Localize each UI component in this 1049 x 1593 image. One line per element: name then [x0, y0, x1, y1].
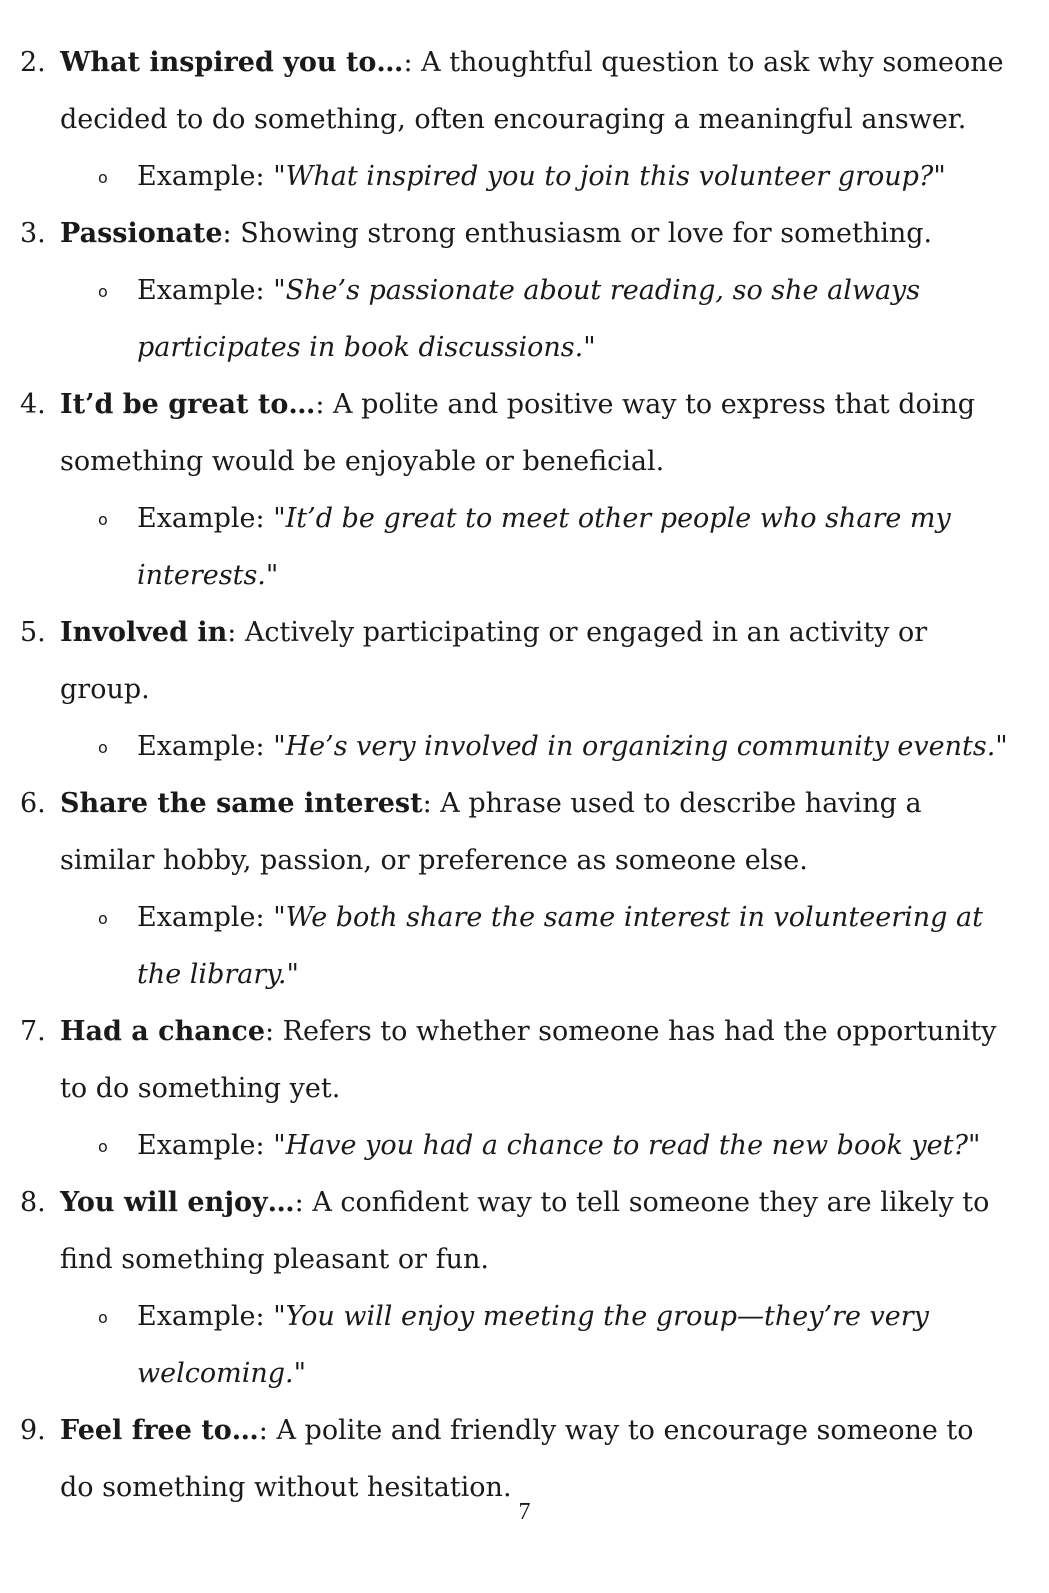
list-item [0, 775, 1049, 889]
example-text: "Have you had a chance to read the new book yet?" [273, 1130, 981, 1161]
item-number: 5. [20, 617, 46, 648]
example-item [0, 889, 1049, 1003]
item-definition: : A thoughtful question to ask why someone decided to do something, often encouraging a meaningful answer. [60, 47, 1004, 135]
item-term: What inspired you to… [60, 47, 404, 78]
list-item [0, 205, 1049, 262]
item-term: Passionate [60, 218, 223, 249]
item-number: 6. [20, 788, 46, 819]
item-number: 8. [20, 1187, 46, 1218]
example-label: Example: [137, 731, 274, 762]
example-text: "We both share the same interest in volunteering at the library." [137, 902, 983, 990]
item-term: Feel free to… [60, 1415, 259, 1446]
example-item [0, 1288, 1049, 1402]
item-definition: : A polite and positive way to express that doing something would be enjoyable or beneficial. [60, 389, 976, 477]
example-label: Example: [137, 1301, 274, 1332]
example-label: Example: [137, 161, 274, 192]
item-term: It’d be great to… [60, 389, 316, 420]
bullet-icon: o [98, 1308, 108, 1327]
item-number: 3. [20, 218, 46, 249]
bullet-icon: o [98, 282, 108, 301]
bullet-icon: o [98, 510, 108, 529]
item-term: Involved in [60, 617, 228, 648]
item-number: 2. [20, 47, 46, 78]
item-term: Share the same interest [60, 788, 423, 819]
item-definition: : Actively participating or engaged in an activity or group. [60, 617, 928, 705]
example-text: "He’s very involved in organizing community events." [273, 731, 1008, 762]
list-item [0, 1174, 1049, 1288]
list-item [0, 376, 1049, 490]
item-term: You will enjoy… [60, 1187, 295, 1218]
example-item [0, 262, 1049, 376]
example-label: Example: [137, 902, 274, 933]
example-label: Example: [137, 503, 274, 534]
example-item [0, 718, 1049, 775]
example-text: "You will enjoy meeting the group—they’re very welcoming." [137, 1301, 929, 1389]
item-term: Had a chance [60, 1016, 265, 1047]
example-label: Example: [137, 1130, 274, 1161]
example-item [0, 490, 1049, 604]
example-item [0, 1117, 1049, 1174]
bullet-icon: o [98, 1137, 108, 1156]
list-item [0, 34, 1049, 148]
vocabulary-list [0, 34, 1049, 1516]
item-number: 9. [20, 1415, 46, 1446]
item-definition: : Refers to whether someone has had the opportunity to do something yet. [60, 1016, 997, 1104]
item-definition: : A phrase used to describe having a similar hobby, passion, or preference as someone else. [60, 788, 922, 876]
page-number: 7 [518, 1499, 531, 1525]
list-item [0, 1003, 1049, 1117]
item-number: 7. [20, 1016, 46, 1047]
bullet-icon: o [98, 909, 108, 928]
list-item [0, 604, 1049, 718]
item-definition: : A confident way to tell someone they are likely to find something pleasant or fun. [60, 1187, 990, 1275]
bullet-icon: o [98, 738, 108, 757]
example-text: "What inspired you to join this volunteer group?" [273, 161, 946, 192]
item-definition: : Showing strong enthusiasm or love for something. [222, 218, 933, 249]
bullet-icon: o [98, 168, 108, 187]
item-definition: : A polite and friendly way to encourage someone to do something without hesitation. [60, 1415, 974, 1503]
example-text: "She’s passionate about reading, so she always participates in book discussions." [137, 275, 921, 363]
example-item [0, 148, 1049, 205]
example-label: Example: [137, 275, 274, 306]
item-number: 4. [20, 389, 46, 420]
example-text: "It’d be great to meet other people who share my interests." [137, 503, 951, 591]
